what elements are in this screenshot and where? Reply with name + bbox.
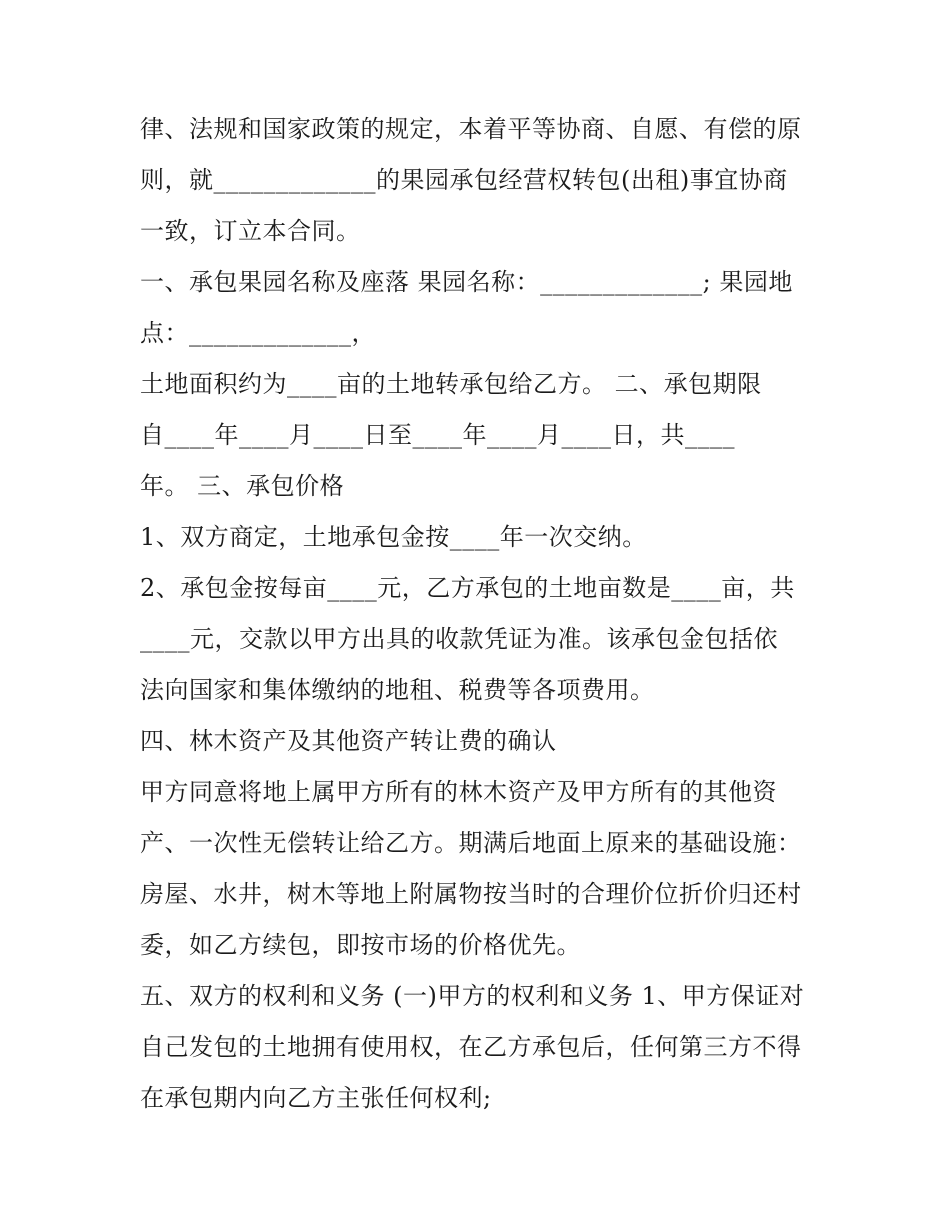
text-line: 一、承包果园名称及座落 果园名称：_____________; 果园地	[140, 268, 793, 296]
text-line: 房屋、水井，树木等地上附属物按当时的合理价位折价归还村	[140, 880, 802, 908]
text-line: 年。 三、承包价格	[140, 472, 345, 500]
text-line: 甲方同意将地上属甲方所有的林木资产及甲方所有的其他资	[140, 778, 777, 806]
text-line: 五、双方的权利和义务 (一)甲方的权利和义务 1、甲方保证对	[140, 982, 805, 1010]
text-line: 在承包期内向乙方主张任何权利;	[140, 1084, 492, 1112]
text-line: 自____年____月____日至____年____月____日，共____	[140, 421, 735, 449]
text-line: 土地面积约为____亩的土地转承包给乙方。 二、承包期限	[140, 370, 762, 398]
text-line: 2、承包金按每亩____元，乙方承包的土地亩数是____亩，共	[140, 574, 795, 602]
contract-page	[140, 104, 820, 1124]
text-line: 委，如乙方续包，即按市场的价格优先。	[140, 931, 581, 959]
text-line: 1、双方商定，土地承包金按____年一次交纳。	[140, 523, 647, 551]
text-line: ____元，交款以甲方出具的收款凭证为准。该承包金包括依	[140, 625, 778, 653]
text-line: 产、一次性无偿转让给乙方。期满后地面上原来的基础设施：	[140, 829, 802, 857]
text-line: 自己发包的土地拥有使用权，在乙方承包后，任何第三方不得	[140, 1033, 802, 1061]
text-line: 一致，订立本合同。	[140, 217, 361, 245]
text-line: 法向国家和集体缴纳的地租、税费等各项费用。	[140, 676, 655, 704]
text-line: 则，就_____________的果园承包经营权转包(出租)事宜协商	[140, 166, 788, 194]
section-heading: 四、林木资产及其他资产转让费的确认	[140, 727, 557, 755]
text-line: 点：_____________，	[140, 319, 376, 347]
text-line: 律、法规和国家政策的规定，本着平等协商、自愿、有偿的原	[140, 115, 802, 143]
